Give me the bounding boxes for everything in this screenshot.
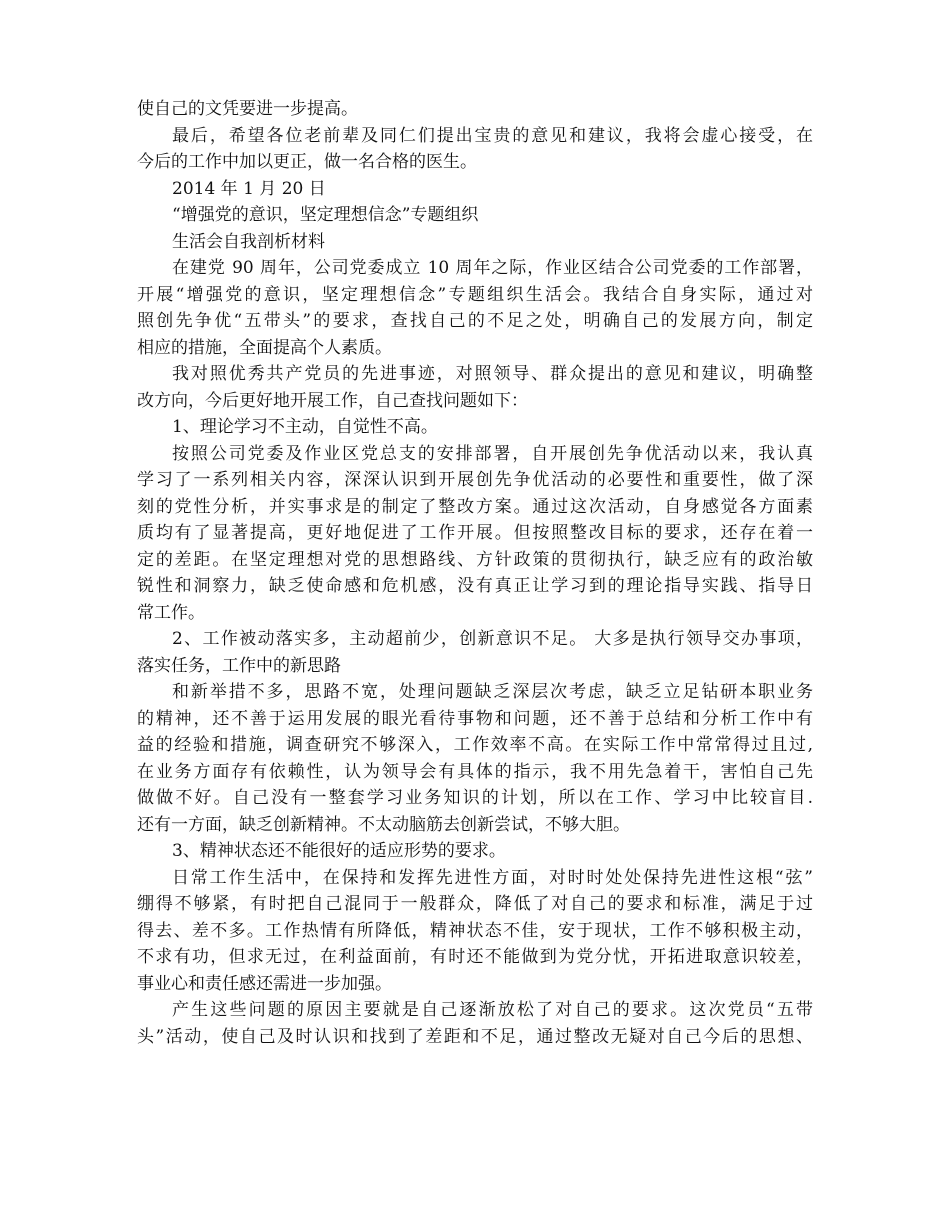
text-line: “增强党的意识，坚定理想信念”专题组织	[172, 205, 479, 225]
text-line: 1、理论学习不主动，自觉性不高。	[172, 417, 438, 437]
text-line: 产生这些问题的原因主要就是自己逐渐放松了对自己的要求。这次党员“五带	[172, 1000, 813, 1020]
text-line: 绷得不够紧，有时把自己混同于一般群众，降低了对自己的要求和标准，满足于过	[137, 894, 813, 914]
text-line: 事业心和责任感还需进一步加强。	[137, 973, 392, 994]
text-line: 还有一方面，缺乏创新精神。不太动脑筋去创新尝试，不够大胆。	[137, 814, 630, 835]
text-line: 在建党 90 周年，公司党委成立 10 周年之际，作业区结合公司党委的工作部署，	[172, 258, 813, 278]
text-line: 2、工作被动落实多，主动超前少，创新意识不足。 大多是执行领导交办事项，	[172, 629, 813, 649]
text-line: 在业务方面存有依赖性，认为领导会有具体的指示，我不用先急着干，害怕自己先	[137, 761, 813, 782]
text-line: 常工作。	[137, 602, 205, 623]
text-line: 的精神，还不善于运用发展的眼光看待事物和问题，还不善于总结和分析工作中有	[137, 708, 813, 729]
text-line: 开展“增强党的意识，坚定理想信念”专题组织生活会。我结合自身实际，通过对	[137, 284, 813, 305]
text-line: 改方向，今后更好地开展工作，自己查找问题如下：	[137, 390, 528, 411]
text-line: 日常工作生活中，在保持和发挥先进性方面，对时时处处保持先进性这根“弦”	[172, 867, 813, 888]
text-line: 使自己的文凭要进一步提高。	[137, 99, 358, 119]
text-line: 照创先争优“五带头”的要求，查找自己的不足之处，明确自己的发展方向，制定	[137, 311, 813, 331]
text-line: 定的差距。在坚定理想对党的思想路线、方针政策的贯彻执行，缺乏应有的政治敏	[137, 549, 813, 570]
text-line: 生活会自我剖析材料	[172, 231, 325, 252]
text-line: 3、精神状态还不能很好的适应形势的要求。	[172, 841, 506, 861]
text-line: 做做不好。自己没有一整套学习业务知识的计划，所以在工作、学习中比较盲目.	[137, 788, 813, 808]
text-line: 2014 年 1 月 20 日	[172, 178, 326, 199]
text-line: 学习了一系列相关内容，深深认识到开展创先争优活动的必要性和重要性，做了深	[137, 470, 813, 490]
text-line: 按照公司党委及作业区党总支的安排部署，自开展创先争优活动以来，我认真	[172, 443, 813, 464]
text-line: 头”活动，使自己及时认识和找到了差距和不足，通过整改无疑对自己今后的思想、	[137, 1026, 813, 1047]
text-line: 锐性和洞察力，缺乏使命感和危机感，没有真正让学习到的理论指导实践、指导日	[137, 576, 813, 596]
text-line: 益的经验和措施，调查研究不够深入，工作效率不高。在实际工作中常常得过且过,	[137, 735, 813, 755]
text-line: 不求有功，但求无过，在利益面前，有时还不能做到为党分忧，开拓进取意识较差，	[137, 947, 813, 967]
document-body	[137, 96, 813, 1050]
text-line: 和新举措不多，思路不宽，处理问题缺乏深层次考虑，缺乏立足钻研本职业务	[172, 682, 813, 702]
text-line: 今后的工作中加以更正，做一名合格的医生。	[137, 152, 477, 172]
text-line: 相应的措施，全面提高个人素质。	[137, 337, 392, 358]
text-line: 我对照优秀共产党员的先进事迹，对照领导、群众提出的意见和建议，明确整	[172, 364, 813, 384]
text-line: 质均有了显著提高，更好地促进了工作开展。但按照整改目标的要求，还存在着一	[137, 523, 813, 543]
text-line: 刻的党性分析，并实事求是的制定了整改方案。通过这次活动，自身感觉各方面素	[137, 496, 813, 517]
text-line: 得去、差不多。工作热情有所降低，精神状态不佳，安于现状，工作不够积极主动，	[137, 920, 813, 941]
text-line: 最后，希望各位老前辈及同仁们提出宝贵的意见和建议，我将会虚心接受，在	[172, 125, 813, 146]
text-line: 落实任务，工作中的新思路	[137, 655, 341, 676]
